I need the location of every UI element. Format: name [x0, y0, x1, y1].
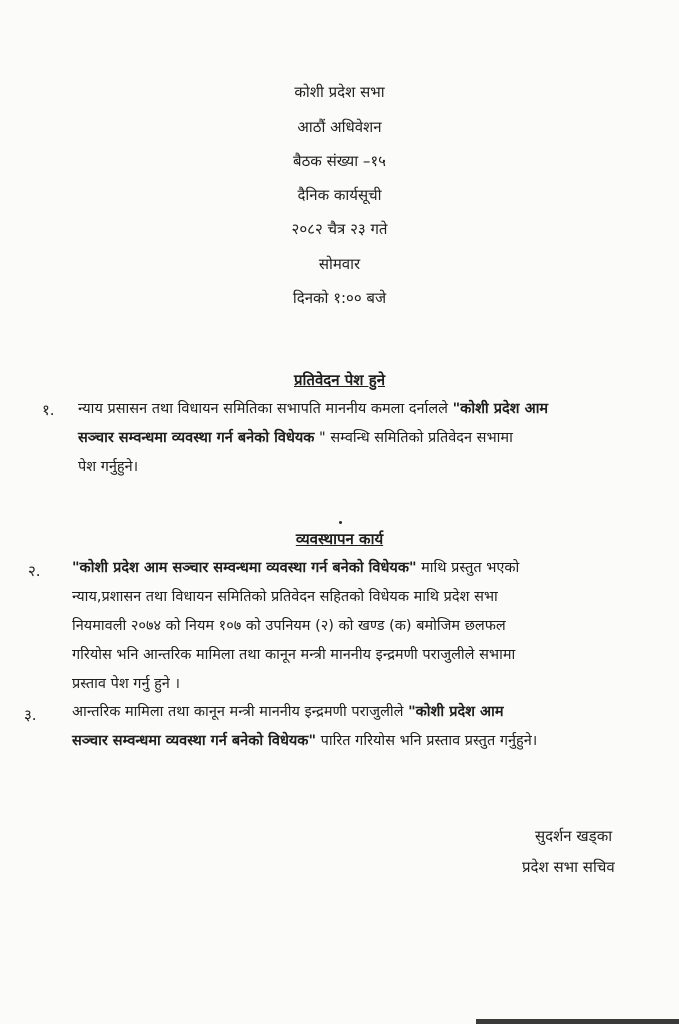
- secretary-title: प्रदेश सभा सचिव: [522, 858, 615, 876]
- item-1-line-1: [78, 399, 548, 419]
- item-2-line-5: प्रस्ताव पेश गर्नु हुने ।: [72, 676, 180, 692]
- meeting-weekday: सोमवार: [318, 255, 361, 273]
- item-1-line-3: पेश गर्नुहुने।: [78, 459, 139, 475]
- agenda-title: दैनिक कार्यसूची: [297, 186, 382, 204]
- item-2-line-2: न्याय,प्रशासन तथा विधायन समितिको प्रतिवेदन सहितको विधेयक माथि प्रदेश सभा: [72, 589, 498, 605]
- item-number: ३.: [24, 706, 37, 724]
- assembly-name: कोशी प्रदेश सभा: [294, 83, 385, 101]
- ink-dot: [339, 521, 342, 524]
- item-1-text: न्याय प्रसासन तथा विधायन समितिका सभापति माननीय कमला दर्नालले: [78, 401, 453, 417]
- item-3-text: पारित गरियोस भनि प्रस्ताव प्रस्तुत गर्नुहुने।: [316, 733, 538, 749]
- bill-title: सञ्चार सम्वन्धमा व्यवस्था गर्न बनेको विधेयक: [78, 430, 315, 446]
- item-2-line-3: नियमावली २०७४ को नियम १०७ को उपनियम (२) को खण्ड (क) बमोजिम छलफल: [72, 618, 506, 634]
- meeting-number: बैठक संख्या –१५: [293, 152, 386, 170]
- item-3-text: आन्तरिक मामिला तथा कानून मन्त्री माननीय इन्द्रमणी पराजुलीले: [72, 704, 409, 720]
- bill-title: "कोशी प्रदेश आम: [452, 401, 549, 417]
- item-number: १.: [42, 401, 55, 419]
- item-number: २.: [28, 562, 41, 580]
- item-1-text: " सम्वन्धि समितिको प्रतिवेदन सभामा: [314, 430, 513, 446]
- section-heading-legislation: व्यवस्थापन कार्य: [295, 530, 384, 548]
- meeting-time: दिनको १:०० बजे: [292, 289, 387, 307]
- item-2-text: माथि प्रस्तुत भएको: [416, 560, 520, 576]
- meeting-date: २०८२ चैत्र २३ गते: [291, 220, 388, 238]
- secretary-name: सुदर्शन खड्का: [535, 827, 613, 845]
- item-2-line-1: [72, 558, 519, 578]
- item-2-line-4: गरियोस भनि आन्तरिक मामिला तथा कानून मन्त्री माननीय इन्द्रमणी पराजुलीले सभामा: [72, 647, 516, 663]
- scan-edge: [476, 1019, 679, 1024]
- item-3-line-1: [72, 702, 504, 722]
- bill-title: "कोशी प्रदेश आम: [408, 704, 504, 720]
- session-name: आठौं अधिवेशन: [297, 118, 382, 136]
- bill-title: सञ्चार सम्वन्धमा व्यवस्था गर्न बनेको विधेयक": [72, 733, 317, 749]
- section-heading-report: प्रतिवेदन पेश हुने: [293, 371, 386, 389]
- item-3-line-2: [72, 731, 537, 751]
- item-1-line-2: [78, 428, 513, 448]
- bill-title: "कोशी प्रदेश आम सञ्चार सम्वन्धमा व्यवस्था गर्न बनेको विधेयक": [72, 560, 417, 576]
